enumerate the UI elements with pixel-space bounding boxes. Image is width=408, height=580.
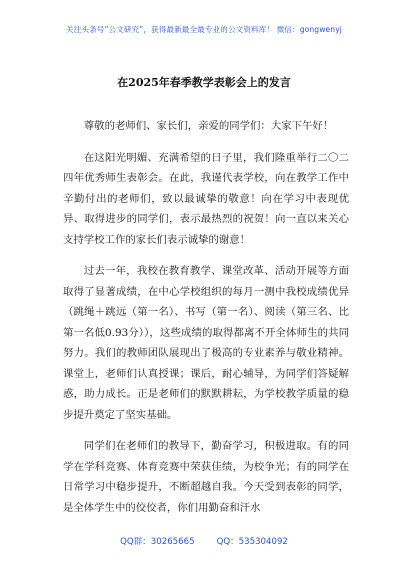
qq-group-number: QQ群：30265665 <box>120 537 195 547</box>
qq-number: QQ：535304092 <box>216 537 288 547</box>
footer-contact <box>0 535 408 547</box>
paragraph-achievements: 过去一年，我校在教育教学、课堂改革、活动开展等方面取得了显著成绩，在中心学校组织的每月一测中我校成绩优异（跳绳＋跳远（第一名）、书写（第一名）、阅读（第三名、比第一名低0.93分）），这些成绩的取得都离不开全体师生的共同努力。我们的教师团队展现出了极高的专业素养与敬业精神。课堂上，老师们认真授课；课后，耐心辅导，为同学们答疑解惑，助力成长。正是老师们的默默耕耘，为学校教学质量的稳步提升奠定了坚实基础。 <box>63 265 349 421</box>
document-body <box>63 116 349 529</box>
promo-banner: 关注头条号“公文研究”，获得最新最全最专业的公文资料库！ 微信：gongwenyj <box>66 25 342 34</box>
paragraph-students: 同学们在老师们的教导下，勤奋学习，积极进取。有的同学在学科竞赛、体育竞赛中荣获佳绩，为校争光；有的同学在日常学习中稳步提升，不断超越自我。今天受到表彰的同学，是全体学生中的佼佼者，你们用勤奋和汗水 <box>63 440 349 514</box>
paragraph-greeting: 尊敬的老师们、家长们，亲爱的同学们：大家下午好！ <box>83 120 334 132</box>
paragraph-opening: 在这阳光明媚、充满希望的日子里，我们隆重举行二〇二四年优秀师生表彰会。在此，我谨代表学校，向在教学工作中辛勤付出的老师们，致以最诚挚的敬意！向在学习中表现优异、取得进步的同学们，表示最热烈的祝贺！向一直以来关心支持学校工作的家长们表示诚挚的谢意！ <box>63 151 349 246</box>
document-title: 在2025年春季教学表彰会上的发言 <box>117 76 291 89</box>
